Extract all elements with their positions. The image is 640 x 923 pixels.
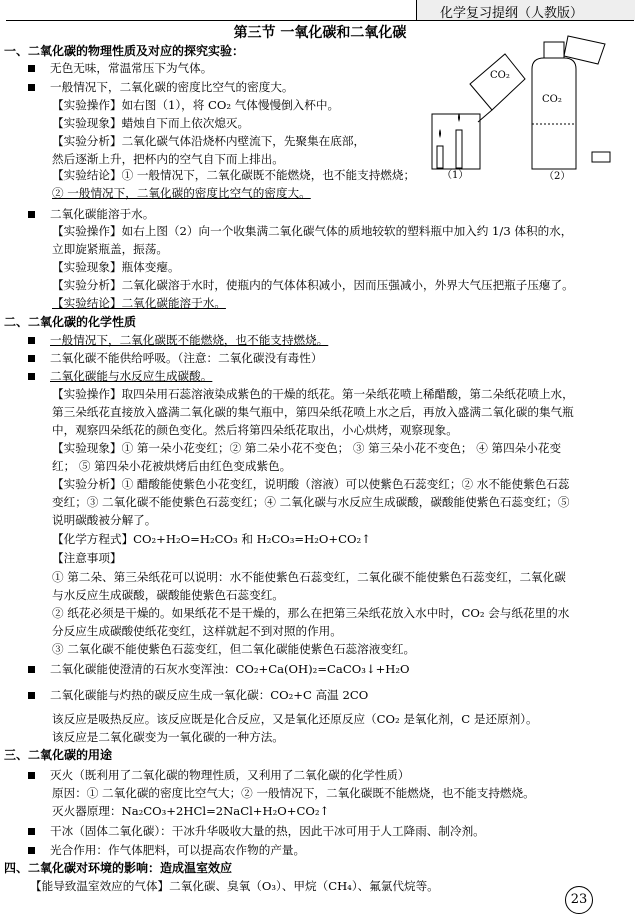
text-line: 分反应生成碳酸使纸花变红，这样就起不到对照的作用。 xyxy=(52,624,342,638)
text-line: 光合作用：作气体肥料，可以提高农作物的产量。 xyxy=(50,843,306,857)
bullet-square xyxy=(28,666,35,673)
text-line: ③ 二氧化碳不能使紫色石蕊变红，但二氧化碳能使紫色石蕊溶液变红。 xyxy=(52,642,416,656)
flame-1 xyxy=(439,129,441,138)
section-heading: 三、二氧化碳的用途 xyxy=(4,748,113,762)
page-header xyxy=(0,0,640,22)
text-line: 【实验操作】如右上图（2）向一个收集满二氧化碳气体的质地较软的塑料瓶中加入约 1/3 体积的水， xyxy=(52,224,573,238)
bullet-square xyxy=(28,847,35,854)
text-line: 一般情况下，二氧化碳的密度比空气的密度大。 xyxy=(50,80,294,94)
section-title: 第三节 一氧化碳和二氧化碳 xyxy=(233,25,407,41)
text-line: 然后逐渐上升，把杯内的空气自下而上排出。 xyxy=(52,152,284,166)
text-line: 灭火（既利用了二氧化碳的物理性质，又利用了二氧化碳的化学性质） xyxy=(50,768,410,782)
text-line: 该反应是二氧化碳变为一氧化碳的一种方法。 xyxy=(52,730,284,744)
text-line: 二氧化碳不能供给呼吸。（注意：二氧化碳没有毒性） xyxy=(50,351,323,365)
text-line: 说明碳酸被分解了。 xyxy=(52,513,157,527)
gas-label-1: CO₂ xyxy=(490,70,510,81)
text-line: 【实验分析】二氧化碳溶于水时，使瓶内的气体体积减小，因而压强减小，外界大气压把瓶子压瘪了。 xyxy=(52,278,574,292)
section-heading: 二、二氧化碳的化学性质 xyxy=(4,315,137,329)
grid-mark xyxy=(592,152,610,162)
candle-2 xyxy=(456,130,462,168)
text-line: 立即旋紧瓶盖，振荡。 xyxy=(52,242,168,256)
text-line: 二氧化碳能使澄清的石灰水变浑浊：CO₂+Ca(OH)₂=CaCO₃↓+H₂O xyxy=(50,662,410,676)
bullet-square xyxy=(28,337,35,344)
header-title: 化学复习提纲（人教版） xyxy=(440,6,584,21)
figure-label-1: （1） xyxy=(442,170,469,181)
bullet-square xyxy=(28,65,35,72)
text-line: 无色无味，常温常压下为气体。 xyxy=(50,61,213,75)
gas-label-2: CO₂ xyxy=(542,94,562,105)
plastic-bottle xyxy=(532,58,576,169)
figure-label-2: （2） xyxy=(544,171,571,182)
text-line: ② 一般情况下，二氧化碳的密度比空气的密度大。 xyxy=(52,186,311,200)
text-line: 该反应是吸热反应。该反应既是化合反应，又是氧化还原反应（CO₂ 是氧化剂，C 是还原剂）。 xyxy=(52,712,538,726)
text-line: 第三朵纸花直接放入盛满二氧化碳的集气瓶中，第四朵纸花喷上水之后，再放入盛满二氧化碳的集气瓶 xyxy=(52,405,574,419)
section-heading: 四、二氧化碳对环境的影响：造成温室效应 xyxy=(4,861,233,875)
text-line: ① 第二朵、第三朵纸花可以说明：水不能使紫色石蕊变红，二氧化碳不能使紫色石蕊变红，二氧化碳 xyxy=(52,570,566,584)
text-line: 【实验分析】① 醋酸能使紫色小花变红，说明酸（溶液）可以使紫色石蕊变红；② 水不能使紫色石蕊 xyxy=(52,477,570,491)
text-line: 干冰（固体二氧化碳）：干冰升华吸收大量的热，因此干冰可用于人工降雨、制冷剂。 xyxy=(50,824,485,838)
text-line: 【实验现象】瓶体变瘪。 xyxy=(52,260,180,274)
bullet-square xyxy=(28,828,35,835)
text-line: 【能导致温室效应的气体】二氧化碳、臭氧（O₃）、甲烷（CH₄）、氟氯代烷等。 xyxy=(30,879,439,893)
text-line: 【化学方程式】CO₂+H₂O=H₂CO₃ 和 H₂CO₃=H₂O+CO₂↑ xyxy=(52,532,371,546)
text-line: 原因：① 二氧化碳的密度比空气大；② 一般情况下，二氧化碳既不能燃烧，也不能支持燃烧。 xyxy=(52,786,535,800)
text-line: 与水反应生成碳酸，碳酸能使紫色石蕊变红。 xyxy=(52,588,284,602)
text-line: 【实验操作】取四朵用石蕊溶液染成紫色的干燥的纸花。第一朵纸花喷上稀醋酸，第二朵纸花喷上水， xyxy=(52,387,574,401)
bullet-square xyxy=(28,373,35,380)
text-line: ② 纸花必须是干燥的。如果纸花不是干燥的，那么在把第三朵纸花放入水中时，CO₂ 会与纸花里的水 xyxy=(52,606,570,620)
candle-1 xyxy=(437,146,443,168)
bullet-square xyxy=(28,84,35,91)
bullet-square xyxy=(28,772,35,779)
text-line: 二氧化碳能与水反应生成碳酸。 xyxy=(50,369,213,383)
section-heading: 一、二氧化碳的物理性质及对应的探究实验： xyxy=(4,44,245,58)
text-line: 红； ⑤ 第四朵小花被烘烤后由红色变成紫色。 xyxy=(52,459,292,473)
text-line: 【实验分析】二氧化碳气体沿烧杯内壁流下，先聚集在底部， xyxy=(52,134,366,148)
text-line: 二氧化碳能溶于水。 xyxy=(50,207,155,221)
page-number: 23 xyxy=(565,886,593,914)
gas-jar xyxy=(470,54,525,110)
text-line: 【实验现象】① 第一朵小花变红；② 第二朵小花不变色； ③ 第三朵小花不变色； ④ 第四朵小花变 xyxy=(52,441,562,455)
text-line: 灭火器原理：Na₂CO₃+2HCl=2NaCl+H₂O+CO₂↑ xyxy=(52,804,330,818)
bullet-square xyxy=(28,692,35,699)
text-line: 【注意事项】 xyxy=(52,551,122,565)
text-line: 【实验现象】蜡烛自下而上依次熄灭。 xyxy=(52,116,250,130)
bullet-square xyxy=(28,355,35,362)
text-line: 二氧化碳能与灼热的碳反应生成一氧化碳：CO₂+C 高温 2CO xyxy=(50,688,369,702)
text-line: 【实验结论】① 一般情况下，二氧化碳既不能燃烧，也不能支持燃烧； xyxy=(52,168,416,182)
experiment-figure xyxy=(420,34,620,184)
text-line: 【实验结论】二氧化碳能溶于水。 xyxy=(52,296,226,310)
text-line: 中，观察四朵纸花的颜色变化。然后将第四朵纸花取出，小心烘烤，观察现象。 xyxy=(52,423,458,437)
text-line: 一般情况下，二氧化碳既不能燃烧，也不能支持燃烧。 xyxy=(50,333,329,347)
text-line: 【实验操作】如右图（1），将 CO₂ 气体慢慢倒入杯中。 xyxy=(52,98,340,112)
bullet-square xyxy=(28,211,35,218)
text-line: 变红；③ 二氧化碳不能使紫色石蕊变红；④ 二氧化碳与水反应生成碳酸，碳酸能使紫色石蕊变红；⑤ xyxy=(52,495,570,509)
bottle-cap xyxy=(544,42,564,58)
